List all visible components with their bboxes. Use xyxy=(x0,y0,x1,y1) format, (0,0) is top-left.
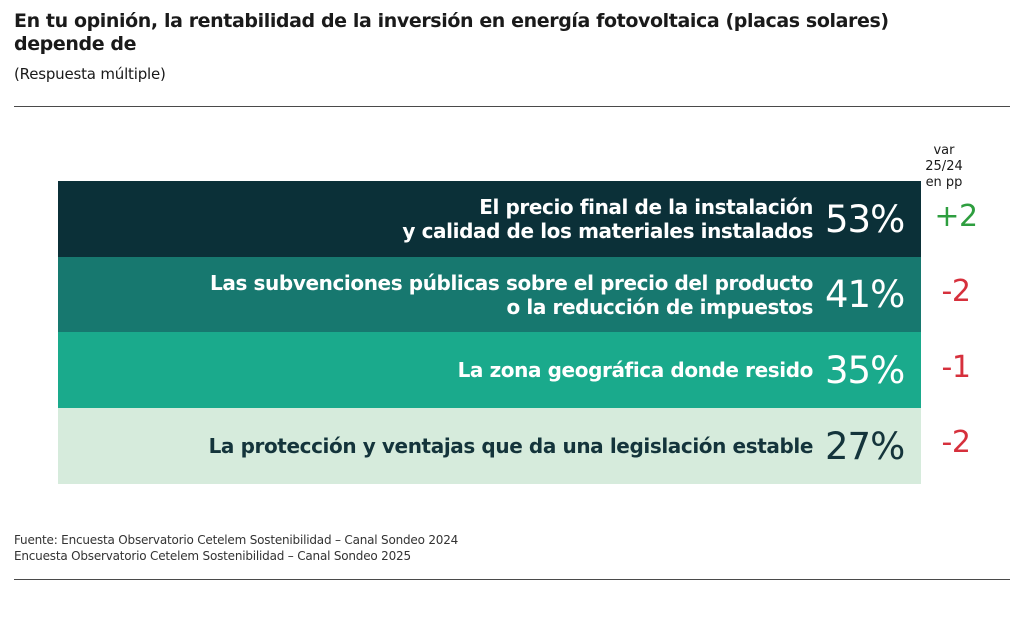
top-divider xyxy=(14,106,1010,107)
table-row xyxy=(58,408,921,484)
row-label: La zona geográfica donde resido xyxy=(457,358,813,382)
source-line-1: Fuente: Encuesta Observatorio Cetelem Sostenibilidad – Canal Sondeo 2024 xyxy=(14,533,459,547)
row-label: Las subvenciones públicas sobre el precio del producto o la reducción de impuestos xyxy=(210,270,813,319)
page-title: En tu opinión, la rentabilidad de la inversión en energía fotovoltaica (placas solares) depende de xyxy=(14,10,889,55)
table-row xyxy=(58,332,921,408)
bottom-divider xyxy=(14,579,1010,580)
table-row xyxy=(58,181,921,257)
change-header-line-2: en pp xyxy=(925,175,963,190)
row-change: -2 xyxy=(941,425,971,460)
table-row xyxy=(58,257,921,332)
ranking-table xyxy=(58,181,921,484)
change-column-header xyxy=(914,143,974,191)
source-line-2: Encuesta Observatorio Cetelem Sostenibilidad – Canal Sondeo 2025 xyxy=(14,549,411,563)
row-change: -2 xyxy=(941,274,971,309)
source-note xyxy=(14,532,458,564)
change-header-line-1: var 25/24 xyxy=(925,143,963,174)
row-value: 27% xyxy=(825,424,905,468)
row-label: La protección y ventajas que da una legislación estable xyxy=(208,434,813,458)
row-label: El precio final de la instalación y calidad de los materiales instalados xyxy=(402,195,813,243)
row-value: 35% xyxy=(825,348,905,392)
row-value: 53% xyxy=(825,197,905,241)
page-subtitle: (Respuesta múltiple) xyxy=(14,65,166,83)
row-change: +2 xyxy=(934,199,978,234)
row-change: -1 xyxy=(941,350,971,385)
row-value: 41% xyxy=(825,273,905,316)
